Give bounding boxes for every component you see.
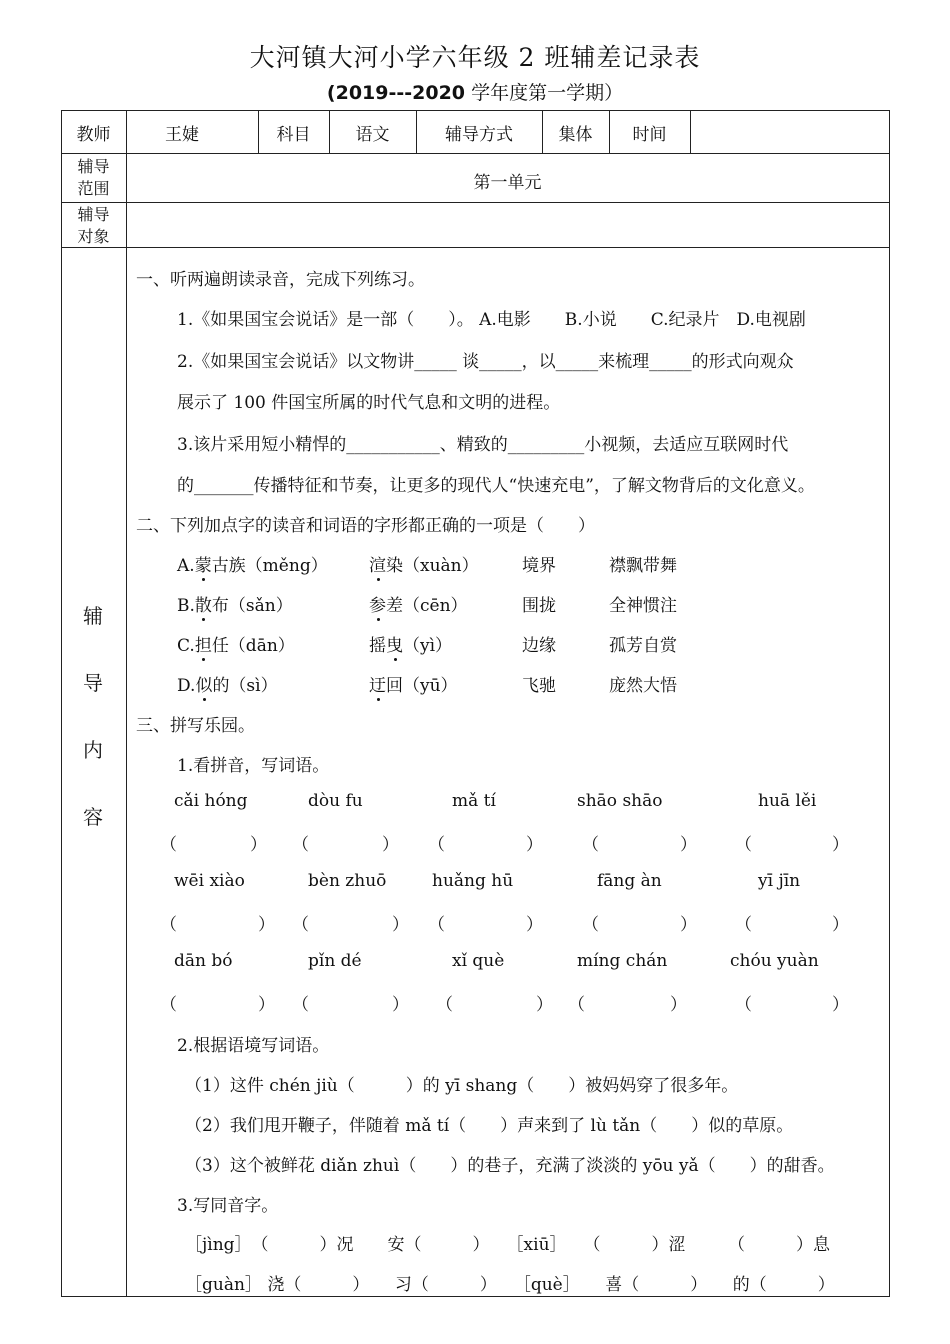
option-a-word4: 襟飘带舞 <box>609 556 677 576</box>
answer-paren-open: （ <box>735 835 752 855</box>
answer-paren-close: ） <box>680 915 697 935</box>
option-letter: A. <box>177 556 195 576</box>
table-border-top <box>61 110 890 111</box>
section2-heading: 二、下列加点字的读音和词语的字形都正确的一项是（ ） <box>136 516 595 536</box>
answer-paren-close: ） <box>526 835 543 855</box>
answer-paren-open: （ <box>160 995 177 1015</box>
option-word: 差（cēn） <box>386 596 468 616</box>
pinyin-word: dòu fu <box>308 791 363 811</box>
option-d <box>177 671 278 696</box>
answer-paren-open: （ <box>735 995 752 1015</box>
question-3-line2: 的_______传播特征和节奏，让更多的现代人“快速充电”，了解文物背后的文化意义。 <box>177 476 815 496</box>
option-b <box>177 591 293 616</box>
dotted-char: 散 <box>195 591 212 616</box>
answer-paren-close: ） <box>258 915 275 935</box>
subject-label: 科目 <box>276 125 311 145</box>
section3-sub2: 2.根据语境写词语。 <box>177 1036 330 1056</box>
answer-paren-close: ） <box>392 915 409 935</box>
answer-paren-open: （ <box>160 915 177 935</box>
dotted-char: 似 <box>195 671 212 696</box>
context-3: （3）这个被鲜花 diǎn zhuì（ ）的巷子，充满了淡淡的 yōu yǎ（ ）的甜香。 <box>185 1156 835 1176</box>
answer-paren-close: ） <box>670 995 687 1015</box>
answer-paren-close: ） <box>250 835 267 855</box>
option-b-word4: 全神惯注 <box>609 596 677 616</box>
pinyin-word: bèn zhuō <box>308 871 387 891</box>
option-a-word3: 境界 <box>522 556 556 576</box>
option-word: （yì） <box>403 636 453 656</box>
page-title: 大河镇大河小学六年级 2 班辅差记录表 <box>249 43 701 72</box>
answer-paren-close: ） <box>526 915 543 935</box>
answer-paren-open: （ <box>428 915 445 935</box>
table-line-row3 <box>61 247 890 248</box>
answer-paren-open: （ <box>160 835 177 855</box>
option-b-word3: 围拢 <box>522 596 556 616</box>
table-line-row2 <box>61 202 890 203</box>
option-word: 的（sì） <box>212 676 278 696</box>
option-b-word2 <box>369 591 468 616</box>
homophone-row-1: ［jìng］ （ ）况 安（ ） ［xiū］ （ ）涩 （ ）息 <box>185 1235 831 1255</box>
answer-paren-close: ） <box>680 835 697 855</box>
scope-label <box>61 156 126 200</box>
question-2-line2: 展示了 100 件国宝所属的时代气息和文明的进程。 <box>177 393 561 413</box>
pinyin-word: wēi xiào <box>174 871 245 891</box>
table-line-row1 <box>61 153 890 154</box>
pinyin-word: pǐn dé <box>308 951 362 971</box>
dotted-char: 曳 <box>386 631 403 656</box>
scope-value: 第一单元 <box>473 173 542 193</box>
pinyin-word: cǎi hóng <box>174 791 248 811</box>
content-label-char: 内 <box>83 738 103 762</box>
table-col-divider <box>126 110 127 1297</box>
pinyin-word: fāng àn <box>597 871 662 891</box>
scope-label-line2: 范围 <box>77 179 110 198</box>
answer-paren-close: ） <box>832 835 849 855</box>
option-a-word2 <box>369 551 479 576</box>
option-word: 摇 <box>369 636 386 656</box>
context-2: （2）我们甩开鞭子，伴随着 mǎ tí（ ）声来到了 lù tǎn（ ）似的草原。 <box>185 1116 794 1136</box>
context-1: （1）这件 chén jiù（ ）的 yī shang（ ）被妈妈穿了很多年。 <box>185 1076 739 1096</box>
dotted-char: 参 <box>369 591 386 616</box>
target-label-line1: 辅导 <box>77 205 110 224</box>
pinyin-word: dān bó <box>174 951 233 971</box>
answer-paren-open: （ <box>292 995 309 1015</box>
dotted-char: 渲 <box>369 551 386 576</box>
subject-value: 语文 <box>355 125 390 145</box>
content-label-char: 辅 <box>83 604 103 628</box>
header-divider <box>690 110 691 154</box>
option-word: 染（xuàn） <box>386 556 479 576</box>
method-value: 集体 <box>558 125 593 145</box>
option-letter: B. <box>177 596 195 616</box>
option-letter: D. <box>177 676 196 696</box>
school-year: (2019---2020 <box>326 82 466 104</box>
pinyin-word: yī jīn <box>758 871 801 891</box>
answer-paren-close: ） <box>392 995 409 1015</box>
question-1: 1.《如果国宝会说话》是一部（ ）。 A.电影 B.小说 C.纪录片 D.电视剧 <box>177 310 806 330</box>
option-letter: C. <box>177 636 195 656</box>
teacher-label: 教师 <box>76 125 111 145</box>
option-d-word3: 飞驰 <box>522 676 556 696</box>
option-c-word2 <box>369 631 452 656</box>
dotted-char: 蒙 <box>195 551 212 576</box>
page-subtitle <box>0 78 950 105</box>
pinyin-word: shāo shāo <box>577 791 663 811</box>
option-c-word3: 边缘 <box>522 636 556 656</box>
answer-paren-open: （ <box>436 995 453 1015</box>
target-label <box>61 204 126 248</box>
table-border-right <box>889 110 890 1297</box>
option-word: 布（sǎn） <box>211 596 293 616</box>
answer-paren-close: ） <box>258 995 275 1015</box>
content-label-char: 容 <box>83 805 103 829</box>
table-border-bottom <box>61 1296 890 1297</box>
answer-paren-open: （ <box>428 835 445 855</box>
answer-paren-close: ） <box>536 995 553 1015</box>
content-label-char: 导 <box>83 671 103 695</box>
section3-sub1: 1.看拼音，写词语。 <box>177 756 330 776</box>
pinyin-word: xǐ què <box>452 951 505 971</box>
homophone-row-2: ［guàn］ 浇（ ） 习（ ） ［què］ 喜（ ） 的（ ） <box>185 1275 835 1295</box>
option-word: 回（yū） <box>386 676 458 696</box>
target-label-line2: 对象 <box>77 227 110 246</box>
section3-sub3: 3.写同音字。 <box>177 1196 279 1216</box>
option-d-word2 <box>369 671 458 696</box>
option-d-word4: 庞然大悟 <box>609 676 677 696</box>
pinyin-word: huā lěi <box>758 791 817 811</box>
method-label: 辅导方式 <box>445 125 513 145</box>
answer-paren-open: （ <box>568 995 585 1015</box>
dotted-char: 迂 <box>369 671 386 696</box>
answer-paren-open: （ <box>582 915 599 935</box>
answer-paren-open: （ <box>292 915 309 935</box>
option-c-word4: 孤芳自赏 <box>609 636 677 656</box>
pinyin-word: chóu yuàn <box>730 951 819 971</box>
section1-heading: 一、听两遍朗读录音，完成下列练习。 <box>136 270 425 290</box>
pinyin-word: míng chán <box>577 951 668 971</box>
dotted-char: 担 <box>195 631 212 656</box>
table-border-left <box>61 110 62 1297</box>
option-word: 古族（měng） <box>211 556 328 576</box>
scope-label-line1: 辅导 <box>77 157 110 176</box>
pinyin-word: huǎng hū <box>432 871 514 891</box>
term: 学年度第一学期） <box>465 82 624 104</box>
answer-paren-open: （ <box>582 835 599 855</box>
time-label: 时间 <box>632 125 667 145</box>
answer-paren-close: ） <box>832 915 849 935</box>
answer-paren-close: ） <box>382 835 399 855</box>
question-3-line1: 3.该片采用短小精悍的___________、精致的_________小视频，去适应互联网时代 <box>177 435 789 455</box>
question-2-line1: 2.《如果国宝会说话》以文物讲_____ 谈_____，以_____来梳理_____的形式向观众 <box>177 352 794 372</box>
teacher-name: 王婕 <box>165 125 199 145</box>
section3-heading: 三、拼写乐园。 <box>136 716 255 736</box>
answer-paren-close: ） <box>832 995 849 1015</box>
answer-paren-open: （ <box>292 835 309 855</box>
pinyin-word: mǎ tí <box>452 791 496 811</box>
option-word: 任（dān） <box>211 636 295 656</box>
answer-paren-open: （ <box>735 915 752 935</box>
option-a <box>177 551 328 576</box>
option-c <box>177 631 295 656</box>
